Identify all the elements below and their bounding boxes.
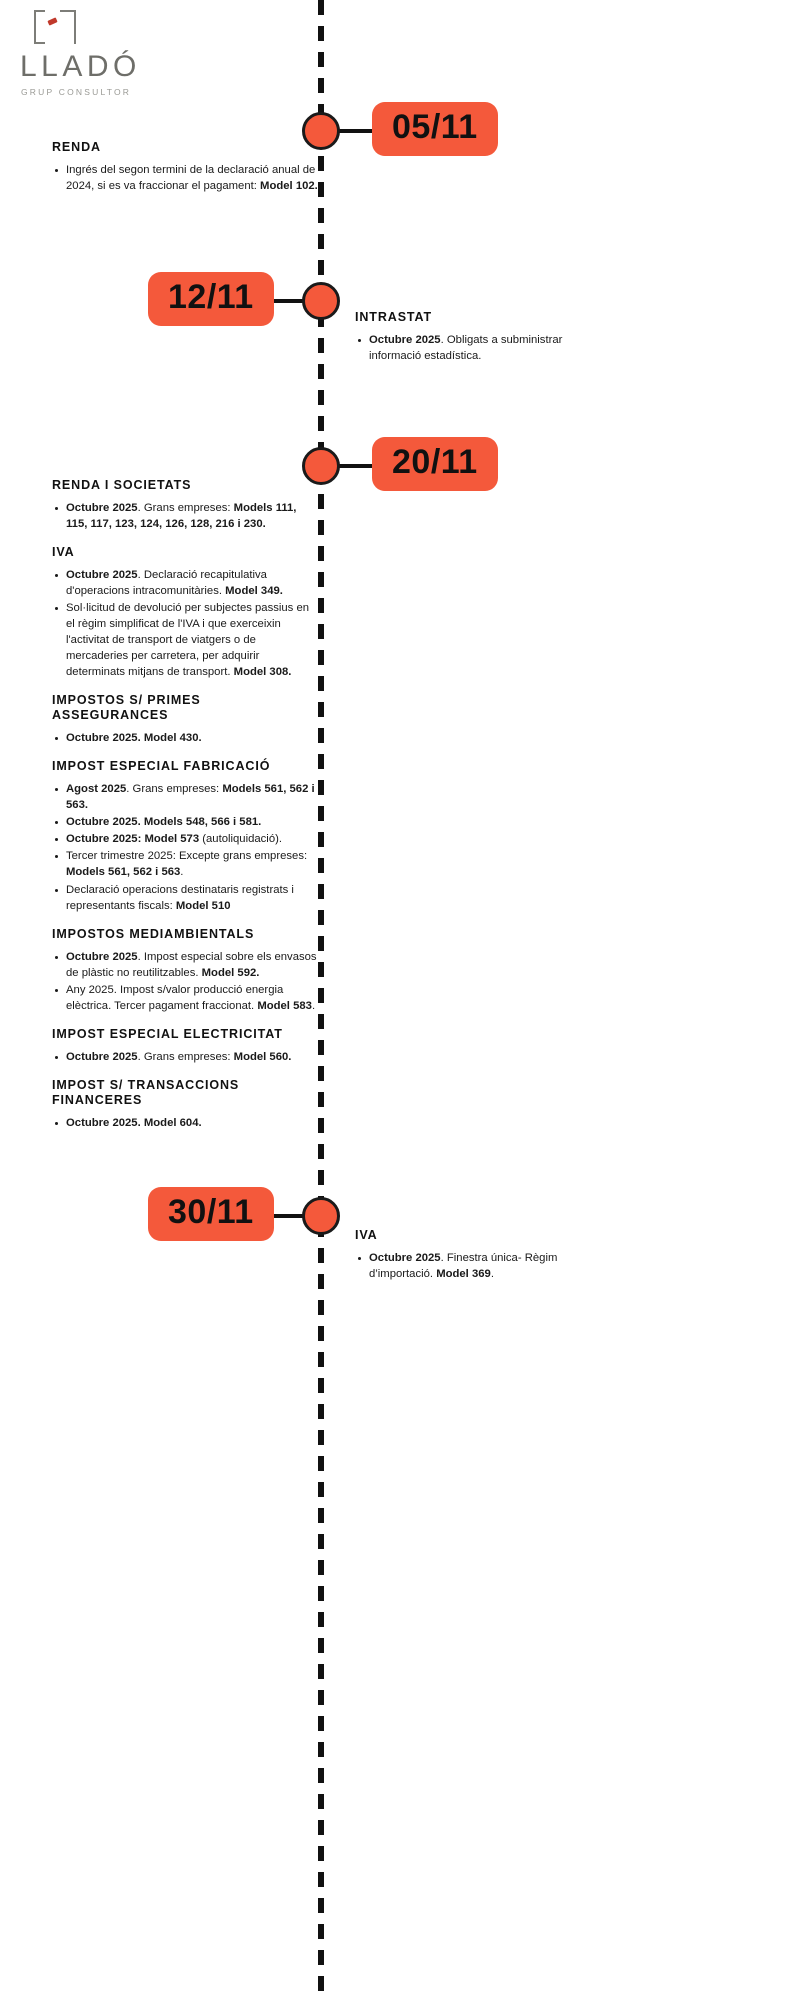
timeline-node [302, 282, 340, 320]
section-bullet-list [355, 1250, 595, 1282]
timeline-node [302, 447, 340, 485]
bullet-item: Ingrés del segon termini de la declaració anual de 2024, si es va fraccionar el pagament: Model 102. [52, 162, 320, 194]
section-title: IVA [355, 1228, 378, 1242]
date-badge-20-11[interactable]: 20/11 [372, 437, 498, 491]
section-bullet-list [52, 1049, 320, 1065]
bullet-item: Octubre 2025: Model 573 (autoliquidació). [52, 831, 320, 847]
section-bullet-list [52, 949, 320, 1014]
timeline-node [302, 1197, 340, 1235]
date-badge-30-11[interactable]: 30/11 [148, 1187, 274, 1241]
section-title: IMPOSTOS S/ PRIMES ASSEGURANCES [52, 693, 201, 723]
bullet-item: Octubre 2025. Grans empreses: Model 560. [52, 1049, 320, 1065]
bullet-item: Octubre 2025. Obligats a subministrar informació estadística. [355, 332, 595, 364]
timeline-entry-20-11 [52, 478, 320, 1133]
section-title: IVA [52, 545, 75, 560]
section-bullet-list [355, 332, 595, 364]
bracket-mark-icon [34, 10, 76, 44]
bullet-item: Octubre 2025. Model 430. [52, 730, 320, 746]
bullet-item: Octubre 2025. Impost especial sobre els envasos de plàstic no reutilitzables. Model 592. [52, 949, 320, 981]
timeline-entry-12-11 [355, 310, 595, 366]
section-title: RENDA [52, 140, 101, 154]
logo-wordmark-text: LLADÓ [20, 50, 141, 83]
date-badge-05-11[interactable]: 05/11 [372, 102, 498, 156]
section-title: IMPOST ESPECIAL ELECTRICITAT [52, 1026, 283, 1041]
section-bullet-list [52, 781, 320, 913]
section-bullet-list [52, 730, 320, 746]
bullet-item: Octubre 2025. Grans empreses: Models 111, 115, 117, 123, 124, 126, 128, 216 i 230. [52, 500, 320, 532]
section-title: IMPOST ESPECIAL FABRICACIÓ [52, 759, 271, 774]
bullet-item: Any 2025. Impost s/valor producció energia elèctrica. Tercer pagament fraccionat. Model 583. [52, 982, 320, 1014]
company-logo [18, 10, 148, 97]
timeline-connector [338, 464, 376, 468]
bullet-item: Octubre 2025. Declaració recapitulativa d'operacions intracomunitàries. Model 349. [52, 567, 320, 599]
section-bullet-list [52, 500, 320, 532]
section-title: IMPOSTOS MEDIAMBIENTALS [52, 926, 255, 941]
bullet-item: Agost 2025. Grans empreses: Models 561, 562 i 563. [52, 781, 320, 813]
bullet-item: Tercer trimestre 2025: Excepte grans empreses: Models 561, 562 i 563. [52, 848, 320, 880]
bullet-item: Octubre 2025. Finestra única- Règim d’importació. Model 369. [355, 1250, 595, 1282]
section-title: RENDA I SOCIETATS [52, 478, 192, 492]
timeline-node [302, 112, 340, 150]
section-bullet-list [52, 162, 320, 194]
section-bullet-list [52, 567, 320, 680]
timeline-connector [338, 129, 376, 133]
logo-subtitle: GRUP CONSULTOR [21, 87, 132, 97]
bullet-item: Octubre 2025. Models 548, 566 i 581. [52, 814, 320, 830]
section-title: IMPOST S/ TRANSACCIONS FINANCERES [52, 1077, 240, 1107]
bullet-item: Octubre 2025. Model 604. [52, 1115, 320, 1131]
bullet-item: Sol·licitud de devolució per subjectes passius en el règim simplificat de l'IVA i que exerceixin l'activitat de transport de viatgers o de mercaderies per carretera, per adquirir determinats mitjans de transport. Model 308. [52, 600, 320, 680]
timeline-entry-05-11 [52, 140, 320, 196]
logo-wordmark [18, 52, 148, 82]
timeline-entry-30-11 [355, 1228, 595, 1284]
section-bullet-list [52, 1115, 320, 1131]
section-title: INTRASTAT [355, 310, 433, 324]
date-badge-12-11[interactable]: 12/11 [148, 272, 274, 326]
bullet-item: Declaració operacions destinataris registrats i representants fiscals: Model 510 [52, 882, 320, 914]
